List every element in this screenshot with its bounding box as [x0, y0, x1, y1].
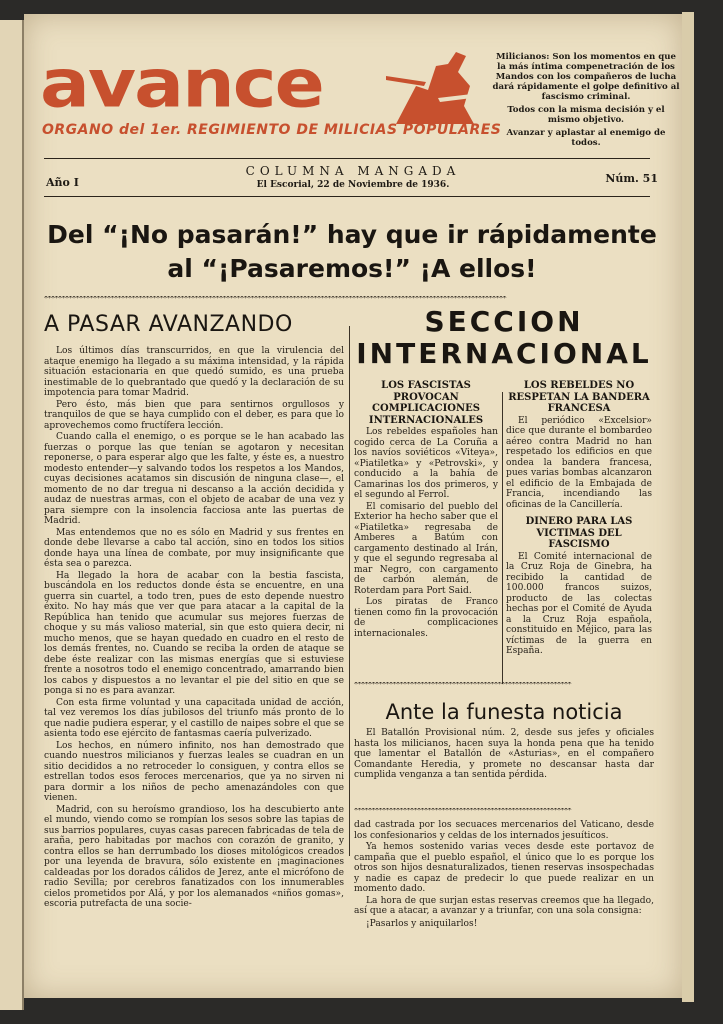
paragraph: Los hechos, en número infinito, nos han demostrado que cuando nuestros milicianos y fuerzas leales se cuadran en un sitio decididos a no retroceder lo consiguen, y contra ellos se estrellan todos esos feroces mercenarios, que ya no sirven ni para dormir a los niños de pecho amenazándoles con que vienen.: [44, 740, 344, 803]
notice-title: Ante la funesta noticia: [385, 700, 623, 724]
paragraph: La hora de que surjan estas reservas creemos que ha llegado, así que a atacar, a avanzar y a triunfar, con una sola consigna:: [354, 895, 654, 916]
adjacent-page-edge: [0, 20, 24, 1010]
page-right-edge: [682, 12, 694, 1002]
soldier-figure-icon: [386, 46, 474, 124]
paragraph: El comisario del pueblo del Exterior ha hecho saber que el «Piatiletka» regresaba de Amberes a Batúm con cargamento destinado al Irán, y que el segundo regresaba al mar Negro, con cargamento de carbón alemán, de Roterdam para Port Said.: [354, 501, 498, 596]
paragraph: Ha llegado la hora de acabar con la bestia fascista, buscándola en los reductos donde ésta se encuentre, en una guerra sin cuartel, a todo tren, pues de esto depende nuestro éxito. No hay más que ver que para atacar a la capital de la República han tenido que acumular sus mejores fuerzas de choque y su más valioso material, sin que esto quiera decir, ni mucho menos, que se hayan quedado en cuadro en el resto de los demás frentes, no. Cuando se reciba la orden de ataque se debe éste realizar con las mismas energías que si estuviese frente a nosotros todo el enemigo concentrado, amarrando bien los cabos y dispuestos a no levantar el pie del sitio en que se ponga si no es para avanzar.: [44, 570, 344, 696]
motto-box: [492, 52, 680, 151]
masthead-rule-top: [44, 158, 650, 159]
masthead-logo: [40, 44, 502, 140]
logo-word: avance: [40, 45, 323, 123]
paragraph: Madrid, con su heroísmo grandioso, los ha descubierto ante el mundo, viendo como se rompían los sesos sobre las tapias de sus barrios populares, cuyas casas parecen fabricadas de tela de araña, pero habitadas por machos con corazón de granito, y contra ellos se han derrumbado los dioses mitológicos creados por una leyenda de bravura, sólo existente en ¡maginaciones caldeadas por los dorados cálidos de Jerez, ante el micrófono de radio Sevilla; por cerebros fanatizados con los innumerables cielos prometidos por Alá, y por los alemanados «niños gomas», escoria putrefacta de una socie-: [44, 804, 344, 909]
paragraph: Mas entendemos que no es sólo en Madrid y sus frentes en donde debe llevarse a cabo tal acción, sino en todos los sitios donde haya una línea de combate, por muy insignificante que ésta sea o parezca.: [44, 527, 344, 569]
masthead-rule-bottom: [44, 196, 650, 197]
money-title: DINERO PARA LAS VICTIMAS DEL FASCISMO: [525, 516, 633, 550]
paragraph: Los rebeldes españoles han cogido cerca de La Coruña a los navíos soviéticos «Viteya», «Piatiletka» y «Petrovski», y conducido a la bahía de Camarinas los dos primeros, y el segundo al Ferrol.: [354, 427, 498, 500]
international-section-title: SECCION INTERNACIONAL: [356, 305, 652, 370]
motto-line: Milicianos: Son los momentos en que la más íntima compenetración de los Mandos con los compañeros de lucha dará rápidamente el golpe definitivo al fascismo criminal.: [492, 52, 680, 102]
paragraph: Cuando calla el enemigo, o es porque se le han acabado las fuerzas o porque las que tenían se agotaron y necesitan reponerse, o para esperar algo que les falte, y éste es, a nuestro modesto entender—y salvando todos los respetos a los Mandos, cuyas decisiones acatamos sin discusión de ninguna clase—, el momento de no dar tregua ni descanso a la acción decidida y audaz de nuestras armas, con el objeto de acabar de una vez y para siempre con la insolencia facciosa ante las puertas de Madrid.: [44, 432, 344, 526]
dotted-divider: **************************************************************: [354, 808, 571, 814]
paragraph: Los últimos días transcurridos, en que la virulencia del ataque enemigo ha llegado a su máxima intensidad, y la rápida situación estacionaria en que quedó sumido, es una prueba inestimable de lo quebrantado que quedó y la declaración de su impotencia para tomar Madrid.: [44, 346, 344, 398]
paragraph: Ya hemos sostenido varias veces desde este portavoz de campaña que el pueblo español, el único que lo es porque los otros son hijos desnaturalizados, tienen reservas insospechadas y nadie es capaz de predecir lo que puede realizar en un momento dado.: [354, 842, 654, 894]
motto-line: Todos con la misma decisión y el mismo objetivo.: [507, 105, 665, 125]
paragraph: Pero ésto, más bien que para sentirnos orgullosos y tranquilos de que se haya cumplido con el deber, es para que lo aprovechemos como fructífera lección.: [44, 399, 344, 431]
column-divider: [502, 392, 503, 684]
rebels-title: LOS REBELDES NO RESPETAN LA BANDERA FRANCESA: [508, 380, 650, 414]
main-headline: Del “¡No pasarán!” hay que ir rápidamente al “¡Pasaremos!” ¡A ellos!: [47, 220, 657, 283]
rebels-article: [506, 380, 652, 658]
year-label: Año I: [46, 176, 79, 189]
dotted-divider: **************************************************************: [354, 682, 571, 688]
continuation-body: [354, 820, 654, 930]
notice-body: [354, 728, 654, 782]
paragraph: El periódico «Excelsior» dice que durante el bombardeo aéreo contra Madrid no han respetado los edificios en que ondea la bandera francesa, pues varias bombas alcanzaron el edificio de la Embajada de Francia, incendiando las oficinas de la Cancillería.: [506, 415, 652, 510]
masthead-subtitle: ORGANO del 1er. REGIMIENTO DE MILICIAS POPULARES: [42, 122, 502, 138]
paragraph: El Batallón Provisional núm. 2, desde sus jefes y oficiales hasta los milicianos, hacen suya la honda pena que ha tenido que lamentar el Batallón de «Asturias», en el compañero Comandante Heredia, y promete no descansar hasta dar cumplida venganza a tan sentida pérdida.: [354, 728, 654, 780]
motto-line: Avanzar y aplastar al enemigo de todos.: [506, 128, 666, 148]
place-date: El Escorial, 22 de Noviembre de 1936.: [256, 180, 450, 190]
column-divider: [349, 326, 350, 856]
left-article-title: A PASAR AVANZANDO: [44, 312, 293, 337]
paragraph: Con esta firme voluntad y una capacitada unidad de acción, tal vez veremos los días jubilosos del triunfo más pronto de lo que nadie pudiera esperar, y el castillo de naipes sobre el que se asienta todo ese ejército de fantasmas caería pulverizado.: [44, 697, 344, 739]
left-article-body: [44, 346, 344, 911]
newspaper-page: [24, 14, 682, 998]
dotted-divider: ************************************************************************************************************************************: [44, 296, 506, 302]
paragraph: El Comité internacional de la Cruz Roja de Ginebra, ha recibido la cantidad de 100.000 francos suizos, producto de las colectas hechas por el Comité de Ayuda a la Cruz Roja española, constituido en Méjico, para las víctimas de la guerra en España.: [506, 551, 652, 656]
signoff: ¡Pasarlos y aniquilarlos!: [366, 918, 478, 929]
paragraph: Los piratas de Franco tienen como fin la provocación de complicaciones internacionales.: [354, 597, 498, 639]
issue-number: Núm. 51: [605, 172, 658, 185]
column-name: COLUMNA MANGADA: [245, 164, 461, 178]
paragraph: dad castrada por los secuaces mercenarios del Vaticano, desde los confesionarios y celdas de los internados jesuíticos.: [354, 820, 654, 841]
fascists-article: [354, 380, 498, 640]
fascists-title: LOS FASCISTAS PROVOCAN COMPLICACIONES INTERNACIONALES: [368, 380, 484, 426]
